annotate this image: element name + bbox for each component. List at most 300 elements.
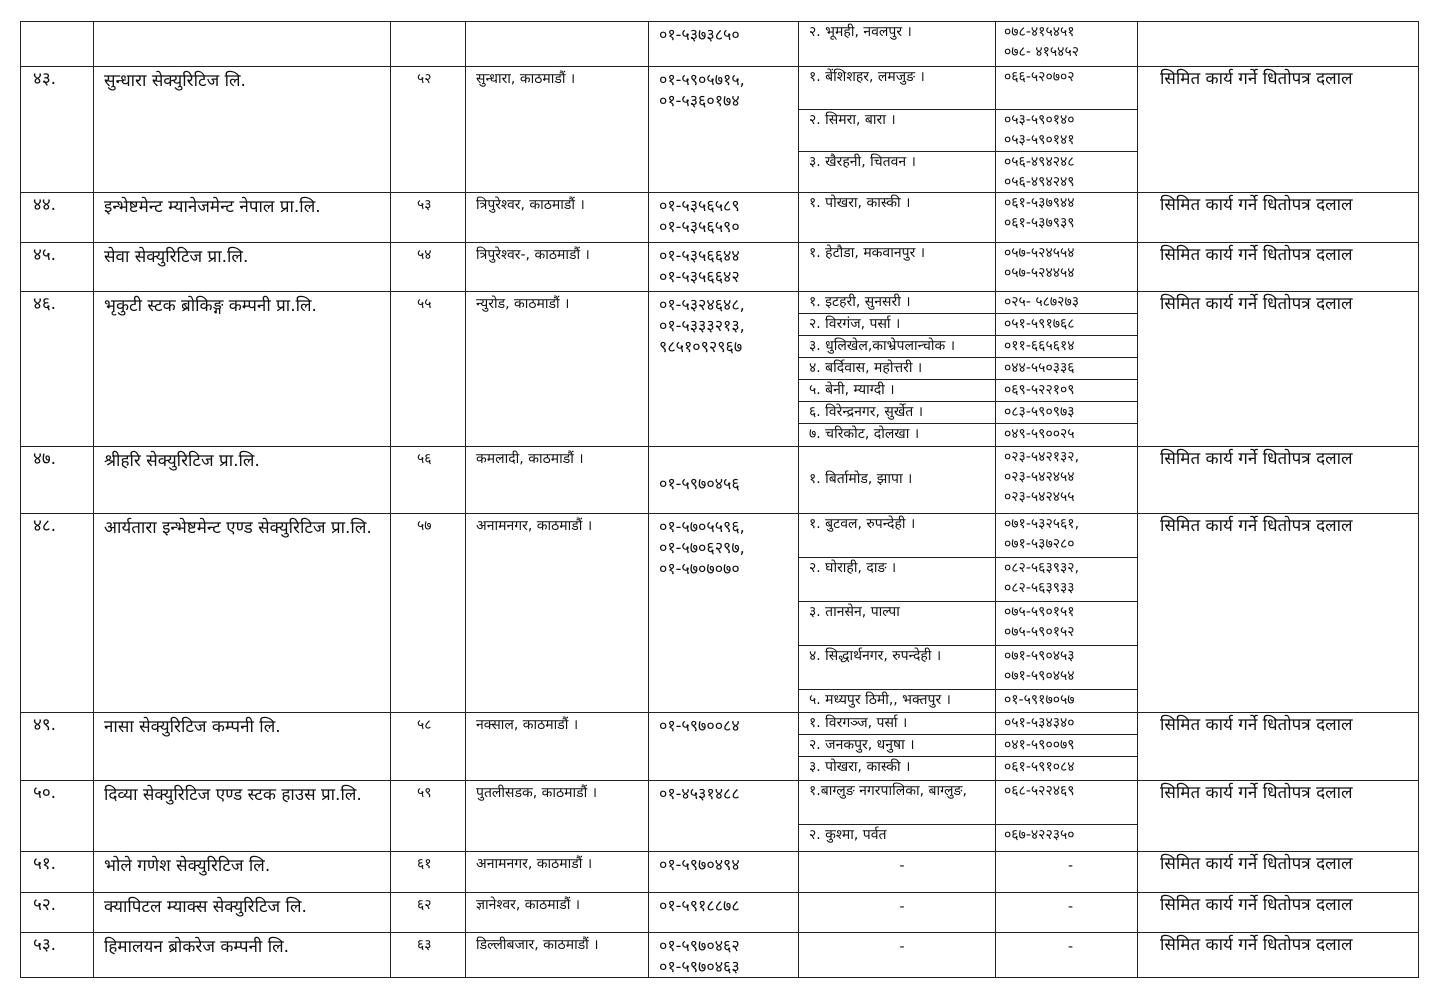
branch-name-cell — [799, 424, 996, 446]
branch-row — [799, 781, 1137, 825]
branch-table — [799, 893, 1137, 932]
branch-phone: ०७१-५९०४५३ — [1004, 648, 1075, 664]
branch-cell — [799, 22, 1138, 67]
serial-number: ४६. — [33, 293, 57, 314]
branch-row — [799, 893, 1137, 932]
branch-phone: ०७१-५३२५६१, — [1004, 515, 1080, 532]
company-name: भोले गणेश सेक्युरिटिज लि. — [104, 855, 271, 876]
branch-name-cell — [799, 109, 996, 151]
branch-phone: ०५६-४९४२४९ — [1004, 173, 1075, 190]
branch-name: २. सिमरा, बारा । — [809, 111, 896, 128]
phone-cell — [649, 892, 799, 932]
remarks-cell — [1138, 242, 1419, 291]
address-cell — [466, 242, 649, 291]
branch-row — [799, 22, 1137, 66]
branch-phone: ०२३-५४२४५४ — [1004, 468, 1075, 485]
table-row — [21, 932, 1419, 977]
serial-number-cell — [21, 892, 94, 932]
branch-table — [799, 22, 1137, 66]
phone-number: ०१-५९७००८४ — [659, 715, 740, 735]
branch-name: ३. खैरहनी, चितवन । — [809, 153, 916, 170]
branch-table — [799, 514, 1137, 712]
phone-cell — [649, 67, 799, 193]
branch-name-cell — [799, 193, 996, 242]
branch-name-cell — [799, 402, 996, 424]
remarks-text: सिमित कार्य गर्ने धितोपत्र दलाल — [1160, 194, 1353, 215]
branch-name: ३. तानसेन, पाल्पा — [809, 604, 900, 620]
serial-number: ४४. — [33, 194, 57, 215]
phone-cell — [649, 446, 799, 513]
table-row — [21, 892, 1419, 932]
remarks-text: सिमित कार्य गर्ने धितोपत्र दलाल — [1160, 714, 1353, 735]
branch-phone: ०१-५९१७०५७ — [1004, 692, 1075, 708]
branch-phone: ०६९-५२२१०९ — [1004, 382, 1075, 398]
broker-code-cell — [391, 780, 466, 851]
branch-phone: ०११-६६५६१४ — [1004, 338, 1075, 354]
broker-code: ५४ — [417, 246, 432, 263]
branch-name: २. घोराही, दाङ । — [809, 560, 897, 576]
branch-name-cell — [799, 314, 996, 336]
branch-row — [799, 646, 1137, 690]
company-name-cell — [94, 291, 391, 446]
serial-number-cell — [21, 780, 94, 851]
phone-number: ०१-५९१८८७८ — [659, 895, 740, 915]
serial-number: ५२. — [33, 894, 57, 915]
branch-phone: ०४९-५९००२५ — [1004, 426, 1075, 442]
branch-name: ५. मध्यपुर ठिमी,, भक्तपुर । — [809, 692, 951, 708]
branch-phone: ०६१-५९१०८४ — [1004, 759, 1075, 775]
broker-table — [20, 21, 1419, 978]
branch-cell — [799, 242, 1138, 291]
serial-number: ४७. — [33, 448, 57, 469]
remarks-text: सिमित कार्य गर्ने धितोपत्र दलाल — [1160, 894, 1353, 915]
phone-cell — [649, 780, 799, 851]
company-name-cell — [94, 892, 391, 932]
branch-phone: ०८२-५६३९३२, — [1004, 560, 1080, 576]
office-address: अनामनगर, काठमाडौं । — [476, 517, 593, 534]
branch-row — [799, 193, 1137, 242]
branch-phone-cell — [996, 713, 1138, 735]
branch-name: १. विरगञ्ज, पर्सा । — [809, 714, 908, 731]
branch-name-cell — [799, 358, 996, 380]
branch-phone-cell — [996, 690, 1138, 712]
phone-number: ०१-५३२४६४८, — [659, 294, 745, 314]
branch-phone-cell — [996, 109, 1138, 151]
phone-number: ०१-५७०६२९७, — [659, 537, 745, 557]
branch-table — [799, 713, 1137, 780]
branch-phone: ०७५-५९०१५१ — [1004, 604, 1075, 620]
branch-name: ७. चरिकोट, दोलखा । — [809, 426, 920, 442]
branch-cell — [799, 892, 1138, 932]
serial-number-cell — [21, 712, 94, 780]
branch-row — [799, 825, 1137, 851]
branch-name: १. बुटवल, रुपन्देही । — [809, 515, 916, 532]
table-row — [21, 712, 1419, 780]
branch-row — [799, 336, 1137, 358]
broker-code: ५८ — [417, 716, 432, 733]
broker-code: ६२ — [417, 896, 432, 913]
phone-number: ०१-५३५६५९० — [659, 216, 740, 236]
office-address: डिल्लीबजार, काठमाडौं । — [476, 936, 599, 953]
address-cell — [466, 932, 649, 977]
company-name: क्यापिटल म्याक्स सेक्युरिटिज लि. — [104, 896, 307, 917]
phone-cell — [649, 712, 799, 780]
phone-cell — [649, 932, 799, 977]
branch-phone: ०५३-५९०१४१ — [1004, 131, 1075, 148]
branch-row — [799, 757, 1137, 780]
broker-code: ५२ — [417, 71, 432, 87]
address-cell — [466, 851, 649, 892]
company-name: हिमालयन ब्रोकरेज कम्पनी लि. — [104, 936, 290, 957]
branch-phone: ०५१-५३४३४० — [1004, 714, 1075, 731]
phone-number: ०१-५९७०४६२ — [659, 935, 740, 955]
serial-number: ४८. — [33, 515, 57, 536]
company-name-cell — [94, 851, 391, 892]
table-row — [21, 446, 1419, 513]
branch-cell — [799, 851, 1138, 892]
company-name-cell — [94, 67, 391, 193]
branch-phone: ०५७-५२४५५४ — [1004, 244, 1075, 261]
branch-phone-cell — [996, 735, 1138, 757]
table-row — [21, 851, 1419, 892]
branch-table — [799, 292, 1137, 446]
phone-number: ०१-५७०५५९६, — [659, 516, 745, 536]
table-row — [21, 192, 1419, 242]
branch-phone-cell — [996, 67, 1138, 109]
branch-cell — [799, 446, 1138, 513]
table-row — [21, 22, 1419, 67]
remarks-cell — [1138, 192, 1419, 242]
address-cell — [466, 192, 649, 242]
branch-row — [799, 852, 1137, 892]
branch-phone: ०७८- ४१५४५२ — [1004, 44, 1080, 60]
serial-number: ४९. — [33, 714, 57, 735]
branch-name-cell — [799, 646, 996, 690]
serial-number: ४३. — [33, 69, 57, 89]
branch-phone: ०२३-५४२१३२, — [1004, 448, 1080, 465]
remarks-cell — [1138, 22, 1419, 67]
serial-number-cell — [21, 851, 94, 892]
branch-name: ६. विरेन्द्रनगर, सुर्खेत । — [809, 404, 924, 420]
branch-row — [799, 558, 1137, 602]
branch-name: १. इटहरी, सुनसरी । — [809, 293, 911, 310]
serial-number-cell — [21, 932, 94, 977]
branch-name-cell — [799, 690, 996, 712]
branch-name: २. विरगंज, पर्सा । — [809, 316, 901, 332]
broker-code-cell — [391, 291, 466, 446]
office-address: त्रिपुरेश्वर, काठमाडौं । — [476, 196, 585, 213]
address-cell — [466, 22, 649, 67]
branch-phone-cell — [996, 825, 1138, 851]
branch-row — [799, 424, 1137, 446]
remarks-text: सिमित कार्य गर्ने धितोपत्र दलाल — [1160, 293, 1353, 314]
remarks-text: सिमित कार्य गर्ने धितोपत्र दलाल — [1160, 934, 1353, 955]
branch-phone-cell — [996, 514, 1138, 558]
phone-number: ०१-५९७०४९४ — [659, 854, 740, 874]
office-address: न्युरोड, काठमाडौं । — [476, 295, 570, 312]
table-row — [21, 242, 1419, 291]
serial-number-cell — [21, 291, 94, 446]
table-row — [21, 513, 1419, 712]
branch-phone: ०४१-५९००७९ — [1004, 737, 1075, 753]
company-name-cell — [94, 242, 391, 291]
branch-name: - — [899, 898, 905, 915]
remarks-cell — [1138, 780, 1419, 851]
branch-phone-cell — [996, 193, 1138, 242]
phone-cell — [649, 22, 799, 67]
company-name-cell — [94, 780, 391, 851]
phone-cell — [649, 192, 799, 242]
branch-row — [799, 735, 1137, 757]
branch-phone: ०६६-५२०७०२ — [1004, 69, 1075, 85]
branch-name-cell — [799, 380, 996, 402]
branch-row — [799, 292, 1137, 314]
remarks-cell — [1138, 712, 1419, 780]
serial-number-cell — [21, 22, 94, 67]
broker-code: ५६ — [417, 450, 432, 467]
branch-phone-cell — [996, 358, 1138, 380]
broker-code-cell — [391, 67, 466, 193]
branch-row — [799, 380, 1137, 402]
branch-cell — [799, 932, 1138, 977]
serial-number-cell — [21, 513, 94, 712]
remarks-text: सिमित कार्य गर्ने धितोपत्र दलाल — [1160, 853, 1353, 874]
branch-row — [799, 314, 1137, 336]
branch-name: ३. धुलिखेल,काभ्रेपलान्चोक । — [809, 338, 956, 354]
serial-number-cell — [21, 67, 94, 193]
branch-phone: - — [1067, 938, 1074, 955]
branch-table — [799, 193, 1137, 242]
branch-phone-cell — [996, 893, 1138, 932]
phone-cell — [649, 851, 799, 892]
branch-phone-cell — [996, 336, 1138, 358]
phone-number: ०१-५३५६६४२ — [659, 266, 740, 286]
office-address: अनामनगर, काठमाडौं । — [476, 855, 593, 872]
branch-phone-cell — [996, 292, 1138, 314]
branch-name: २. कुश्मा, पर्वत — [809, 827, 887, 843]
office-address: त्रिपुरेश्वर-, काठमाडौं । — [476, 246, 590, 263]
branch-row — [799, 67, 1137, 109]
branch-name-cell — [799, 713, 996, 735]
branch-phone: ०५७-५२४४५४ — [1004, 264, 1075, 281]
serial-number: ५०. — [33, 782, 57, 803]
address-cell — [466, 513, 649, 712]
branch-phone: ०२५- ५८७२७३ — [1004, 293, 1080, 310]
branch-phone: ०५१-५९१७६८ — [1004, 316, 1075, 332]
branch-phone-cell — [996, 243, 1138, 291]
branch-phone-cell — [996, 380, 1138, 402]
branch-name-cell — [799, 602, 996, 646]
company-name-cell — [94, 446, 391, 513]
company-name: आर्यतारा इन्भेष्टमेन्ट एण्ड सेक्युरिटिज प्रा.लि. — [104, 517, 372, 538]
serial-number-cell — [21, 192, 94, 242]
remarks-cell — [1138, 932, 1419, 977]
broker-code-cell — [391, 22, 466, 67]
phone-number: ०१-५९७०४५६ — [659, 473, 740, 493]
office-address: कमलादी, काठमाडौं । — [476, 450, 584, 467]
remarks-cell — [1138, 851, 1419, 892]
branch-row — [799, 402, 1137, 424]
broker-code-cell — [391, 932, 466, 977]
company-name: इन्भेष्टमेन्ट म्यानेजमेन्ट नेपाल प्रा.लि. — [104, 196, 321, 217]
serial-number-cell — [21, 242, 94, 291]
branch-row — [799, 447, 1137, 513]
phone-number: ९८५१०९२९६७ — [659, 336, 743, 356]
branch-name-cell — [799, 67, 996, 109]
branch-name: ३. पोखरा, कास्की । — [809, 759, 911, 775]
branch-phone-cell — [996, 558, 1138, 602]
branch-name-cell — [799, 757, 996, 780]
branch-row — [799, 151, 1137, 192]
branch-name: ४. बर्दिवास, महोत्तरी । — [809, 360, 923, 376]
company-name: नासा सेक्युरिटिज कम्पनी लि. — [104, 716, 281, 737]
branch-name-cell — [799, 514, 996, 558]
branch-table — [799, 852, 1137, 892]
branch-phone: ०८३-५९०९७३ — [1004, 404, 1075, 420]
branch-phone-cell — [996, 757, 1138, 780]
branch-phone-cell — [996, 852, 1138, 892]
branch-name-cell — [799, 243, 996, 291]
address-cell — [466, 892, 649, 932]
branch-phone: ०७१-५९०४५४ — [1004, 668, 1075, 684]
broker-code-cell — [391, 513, 466, 712]
branch-phone: ०६७-४२२३५० — [1004, 827, 1075, 843]
address-cell — [466, 446, 649, 513]
branch-phone: ०६१-५३७९३९ — [1004, 214, 1075, 231]
branch-phone: ०७१-५३७२८० — [1004, 535, 1075, 552]
broker-code-cell — [391, 892, 466, 932]
broker-code: ५५ — [417, 295, 432, 312]
phone-number: ०१-५७०७०७० — [659, 558, 740, 578]
phone-number: ०१-५९७०४६३ — [659, 956, 740, 976]
phone-number: ०१-४५३१४८८ — [659, 783, 740, 803]
branch-name: ४. सिद्धार्थनगर, रुपन्देही । — [809, 648, 942, 664]
branch-phone: ०५३-५९०१४० — [1004, 111, 1075, 128]
branch-phone: - — [1067, 898, 1074, 915]
serial-number-cell — [21, 446, 94, 513]
phone-number: ०१-५३७३८५० — [659, 25, 740, 44]
branch-table — [799, 447, 1137, 513]
table-row — [21, 67, 1419, 193]
broker-code: ६३ — [417, 936, 432, 953]
branch-row — [799, 713, 1137, 735]
remarks-text: सिमित कार्य गर्ने धितोपत्र दलाल — [1160, 69, 1353, 89]
branch-name: ५. बेनी, म्याग्दी । — [809, 382, 895, 398]
branch-name: - — [899, 938, 905, 955]
remarks-cell — [1138, 67, 1419, 193]
branch-phone: ०५६-४९४२४८ — [1004, 153, 1075, 170]
company-name-cell — [94, 513, 391, 712]
branch-name: १. पोखरा, कास्की । — [809, 194, 911, 211]
branch-phone: ०८२-५६३९३३ — [1004, 580, 1075, 596]
serial-number: ४५. — [33, 244, 57, 265]
branch-phone-cell — [996, 646, 1138, 690]
branch-name-cell — [799, 336, 996, 358]
branch-name: २. भूमही, नवलपुर । — [809, 24, 912, 40]
branch-row — [799, 514, 1137, 558]
branch-name: २. जनकपुर, धनुषा । — [809, 737, 915, 753]
company-name: भृकुटी स्टक ब्रोकिङ्ग कम्पनी प्रा.लि. — [104, 295, 317, 316]
branch-cell — [799, 192, 1138, 242]
branch-name-cell — [799, 825, 996, 851]
branch-phone: ०७८-४१५४५१ — [1004, 24, 1075, 40]
branch-name: १.बाग्लुङ नगरपालिका, बाग्लुङ, — [809, 782, 967, 799]
address-cell — [466, 67, 649, 193]
branch-cell — [799, 513, 1138, 712]
remarks-text: सिमित कार्य गर्ने धितोपत्र दलाल — [1160, 515, 1353, 536]
remarks-cell — [1138, 513, 1419, 712]
branch-table — [799, 781, 1137, 851]
branch-phone: ०४४-५५०३३६ — [1004, 360, 1075, 376]
broker-code-cell — [391, 851, 466, 892]
remarks-text: सिमित कार्य गर्ने धितोपत्र दलाल — [1160, 448, 1353, 469]
branch-table — [799, 933, 1137, 977]
phone-number: ०१-५३५६६४४ — [659, 245, 740, 265]
remarks-text: सिमित कार्य गर्ने धितोपत्र दलाल — [1160, 244, 1353, 265]
phone-number: ०१-५३६०१७४ — [659, 91, 740, 110]
branch-name-cell — [799, 893, 996, 932]
branch-name: १. हेटौडा, मकवानपुर । — [809, 244, 926, 261]
branch-name-cell — [799, 292, 996, 314]
company-name: श्रीहरि सेक्युरिटिज प्रा.लि. — [104, 450, 260, 471]
remarks-cell — [1138, 446, 1419, 513]
branch-name-cell — [799, 151, 996, 192]
branch-table — [799, 67, 1137, 192]
table-row — [21, 780, 1419, 851]
phone-number: ०१-५३५६५८९ — [659, 195, 740, 215]
branch-phone-cell — [996, 151, 1138, 192]
broker-code-cell — [391, 242, 466, 291]
branch-row — [799, 243, 1137, 291]
branch-cell — [799, 780, 1138, 851]
branch-phone-cell — [996, 447, 1138, 513]
address-cell — [466, 780, 649, 851]
branch-name-cell — [799, 933, 996, 977]
remarks-text: सिमित कार्य गर्ने धितोपत्र दलाल — [1160, 782, 1353, 803]
phone-cell — [649, 513, 799, 712]
broker-code-cell — [391, 192, 466, 242]
serial-number: ५३. — [33, 934, 57, 955]
broker-code-cell — [391, 446, 466, 513]
branch-name-cell — [799, 781, 996, 825]
branch-phone-cell — [996, 781, 1138, 825]
branch-row — [799, 109, 1137, 151]
broker-code-cell — [391, 712, 466, 780]
branch-name: - — [899, 857, 905, 874]
branch-phone-cell — [996, 933, 1138, 977]
branch-phone-cell — [996, 602, 1138, 646]
branch-name: १. बेंशिशहर, लमजुङ । — [809, 69, 925, 85]
branch-cell — [799, 67, 1138, 193]
branch-phone-cell — [996, 22, 1138, 66]
office-address: सुन्धारा, काठमाडौं । — [476, 71, 576, 87]
broker-code: ५३ — [417, 196, 432, 213]
branch-phone: ०६८-५२२४६९ — [1004, 782, 1075, 799]
company-name: सुन्धारा सेक्युरिटिज लि. — [104, 71, 246, 91]
branch-name: १. बिर्तामोड, झापा । — [809, 470, 913, 487]
branch-name-cell — [799, 447, 996, 513]
company-name-cell — [94, 712, 391, 780]
branch-row — [799, 602, 1137, 646]
company-name-cell — [94, 22, 391, 67]
branch-row — [799, 690, 1137, 712]
phone-cell — [649, 242, 799, 291]
remarks-cell — [1138, 291, 1419, 446]
table-row — [21, 291, 1419, 446]
broker-code: ५९ — [417, 784, 432, 801]
office-address: ज्ञानेश्वर, काठमाडौं । — [476, 896, 581, 913]
branch-phone-cell — [996, 314, 1138, 336]
